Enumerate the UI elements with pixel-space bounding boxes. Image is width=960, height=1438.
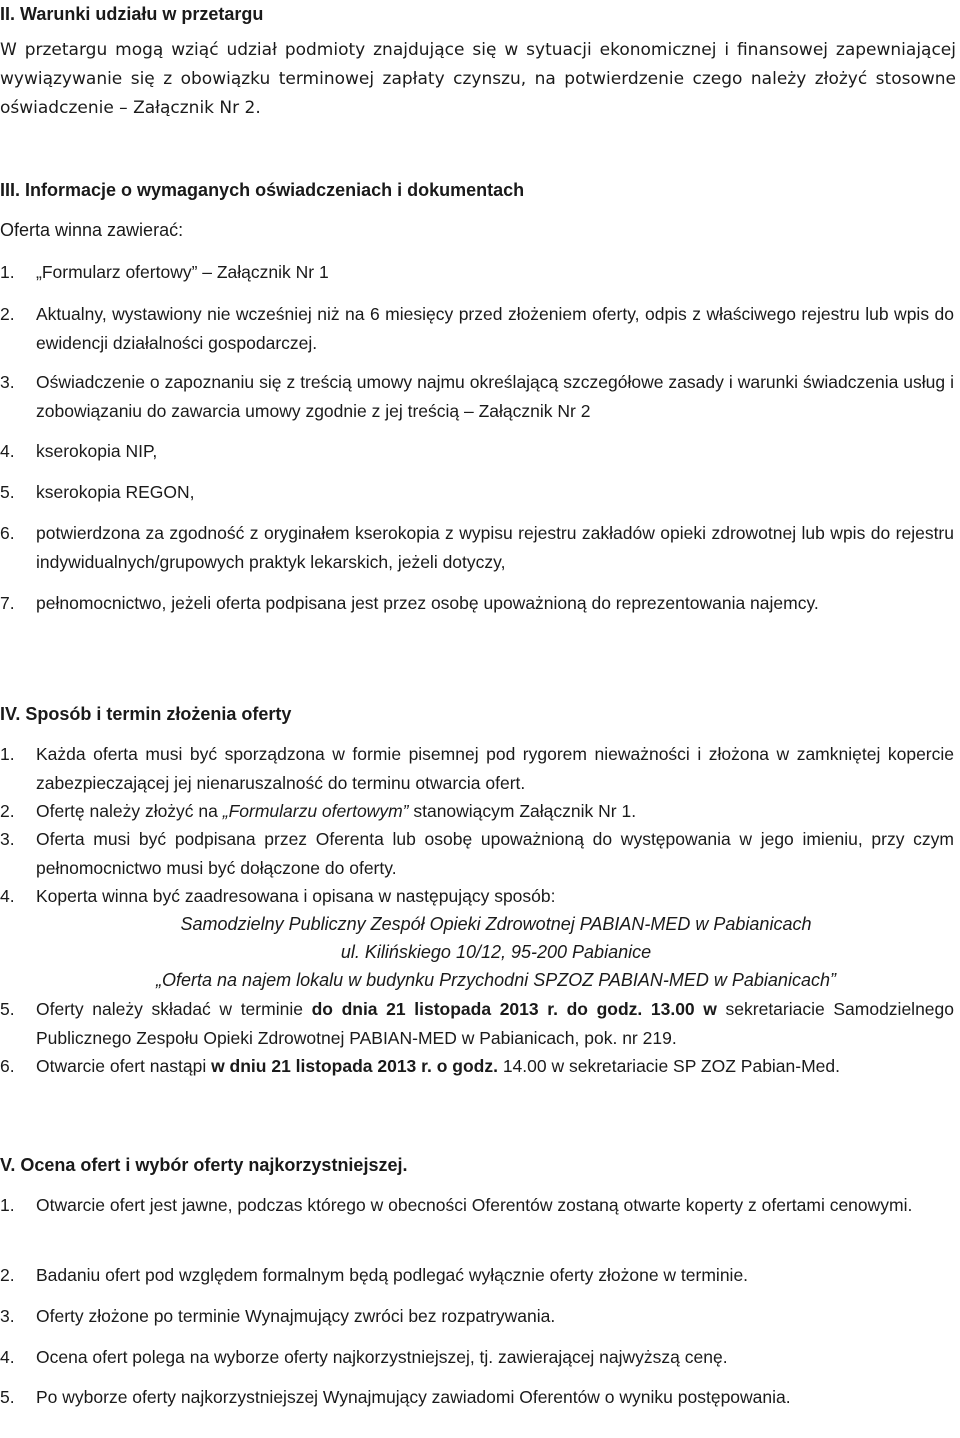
item-text-post: 14.00 w sekretariacie SP ZOZ Pabian-Med.: [497, 1056, 841, 1076]
section-4-heading: IV. Sposób i termin złożenia oferty: [0, 704, 292, 724]
item-number: 2.: [0, 801, 15, 821]
item-text: [36, 995, 956, 1053]
section-3-item-7: [0, 589, 956, 618]
section-3-item-6: [0, 519, 956, 577]
section-2-paragraph: W przetargu mogą wziąć udział podmioty znajdujące się w sytuacji ekonomicznej i finansowej zapewniającej wywiązywanie się z obowiązku terminowej zapłaty czynszu, na potwierdzenie czego należy złożyć stosowne oświadczenie – Załącznik Nr 2.: [0, 40, 956, 118]
section-4-item-4: [0, 882, 956, 911]
section-5-item-4: [0, 1343, 956, 1372]
address-line-1: Samodzielny Publiczny Zespół Opieki Zdrowotnej PABIAN-MED w Pabianicach: [180, 914, 812, 934]
item-number: 6.: [0, 1056, 15, 1076]
item-number: 2.: [0, 1265, 15, 1285]
item-text: pełnomocnictwo, jeżeli oferta podpisana jest przez osobę upoważnioną do reprezentowania najemcy.: [36, 593, 819, 613]
item-text: kserokopia REGON,: [36, 482, 195, 502]
item-text-pre: Ofertę należy złożyć na: [36, 801, 223, 821]
section-3-item-4: [0, 437, 956, 466]
item-text-post: stanowiącym Załącznik Nr 1.: [408, 801, 637, 821]
item-number: 3.: [0, 829, 15, 849]
item-number: 7.: [0, 593, 15, 613]
item-number: 5.: [0, 482, 15, 502]
item-text: Po wyborze oferty najkorzystniejszej Wynajmujący zawiadomi Oferentów o wyniku postępowania.: [36, 1387, 791, 1407]
section-5-item-2: [0, 1261, 956, 1290]
item-text-pre: Oferty należy składać w terminie: [36, 999, 312, 1019]
address-line-2: ul. Kilińskiego 10/12, 95-200 Pabianice: [340, 942, 652, 962]
item-text: „Formularz ofertowy” – Załącznik Nr 1: [36, 262, 329, 282]
item-number: 3.: [0, 1306, 15, 1326]
section-3-item-2: [0, 300, 956, 358]
section-4-item-1: [0, 740, 956, 798]
section-5-item-3: [0, 1302, 956, 1331]
item-number: 1.: [0, 744, 15, 764]
item-text: Otwarcie ofert jest jawne, podczas którego w obecności Oferentów zostaną otwarte koperty z ofertami cenowymi.: [36, 1195, 913, 1215]
item-number: 5.: [0, 999, 15, 1019]
item-number: 2.: [0, 304, 15, 324]
item-text: kserokopia NIP,: [36, 441, 158, 461]
section-4-item-5: [0, 995, 956, 1053]
item-text: Koperta winna być zaadresowana i opisana w następujący sposób:: [36, 886, 556, 906]
item-text: [36, 797, 956, 826]
section-5-item-5: [0, 1383, 956, 1412]
section-3-intro: Oferta winna zawierać:: [0, 220, 184, 240]
item-number: 5.: [0, 1387, 15, 1407]
item-number: 3.: [0, 372, 15, 392]
deadline-bold: do dnia 21 listopada 2013 r. do godz. 13.00 w: [311, 999, 717, 1019]
address-line-3: „Oferta na najem lokalu w budynku Przychodni SPZOZ PABIAN-MED w Pabianicach”: [156, 970, 836, 990]
item-text: potwierdzona za zgodność z oryginałem kserokopia z wypisu rejestru zakładów opieki zdrowotnej lub wpis do rejestru indywidualnych/grupowych praktyk lekarskich, jeżeli dotyczy,: [36, 523, 954, 572]
item-number: 4.: [0, 441, 15, 461]
section-3-item-1: [0, 258, 956, 287]
item-text: Oświadczenie o zapoznaniu się z treścią umowy najmu określającą szczegółowe zasady i warunki świadczenia usług i zobowiązaniu do zawarcia umowy zgodnie z jej treścią – Załącznik Nr 2: [36, 372, 954, 421]
item-number: 1.: [0, 262, 15, 282]
section-3-heading: III. Informacje o wymaganych oświadczeniach i dokumentach: [0, 180, 525, 200]
section-4-item-3: [0, 825, 956, 883]
section-3-item-5: [0, 478, 956, 507]
item-text: [36, 1052, 956, 1081]
item-text: Aktualny, wystawiony nie wcześniej niż na 6 miesięcy przed złożeniem oferty, odpis z właściwego rejestru lub wpis do ewidencji działalności gospodarczej.: [36, 304, 954, 353]
item-text-post: sekretariacie Samodzielnego Publicznego Zespołu Opieki Zdrowotnej PABIAN-MED w Pabianicach, pok. nr 219.: [36, 999, 954, 1048]
item-text: Ocena ofert polega na wyborze oferty najkorzystniejszej, tj. zawierającej najwyższą cenę.: [36, 1347, 728, 1367]
item-text: Oferta musi być podpisana przez Oferenta lub osobę upoważnioną do występowania w jego imieniu, przy czym pełnomocnictwo musi być dołączone do oferty.: [36, 829, 954, 878]
opening-date-bold: w dniu 21 listopada 2013 r. o godz.: [211, 1056, 498, 1076]
item-number: 1.: [0, 1195, 15, 1215]
section-5-heading: V. Ocena ofert i wybór oferty najkorzystniejszej.: [0, 1155, 408, 1175]
section-3-item-3: [0, 368, 956, 426]
form-name-italic: „Formularzu ofertowym”: [222, 801, 409, 821]
section-5-item-1: [0, 1191, 956, 1220]
section-2-heading: II. Warunki udziału w przetargu: [0, 4, 264, 24]
item-number: 4.: [0, 1347, 15, 1367]
item-text-pre: Otwarcie ofert nastąpi: [36, 1056, 212, 1076]
item-text: Badaniu ofert pod względem formalnym będą podlegać wyłącznie oferty złożone w terminie.: [36, 1265, 749, 1285]
item-number: 4.: [0, 886, 15, 906]
section-4-item-6: [0, 1052, 956, 1081]
item-text: Każda oferta musi być sporządzona w formie pisemnej pod rygorem nieważności i złożona w zamkniętej kopercie zabezpieczającej jej nienaruszalność do terminu otwarcia ofert.: [36, 744, 954, 793]
section-4-item-2: [0, 797, 956, 826]
item-number: 6.: [0, 523, 15, 543]
item-text: Oferty złożone po terminie Wynajmujący zwróci bez rozpatrywania.: [36, 1306, 556, 1326]
